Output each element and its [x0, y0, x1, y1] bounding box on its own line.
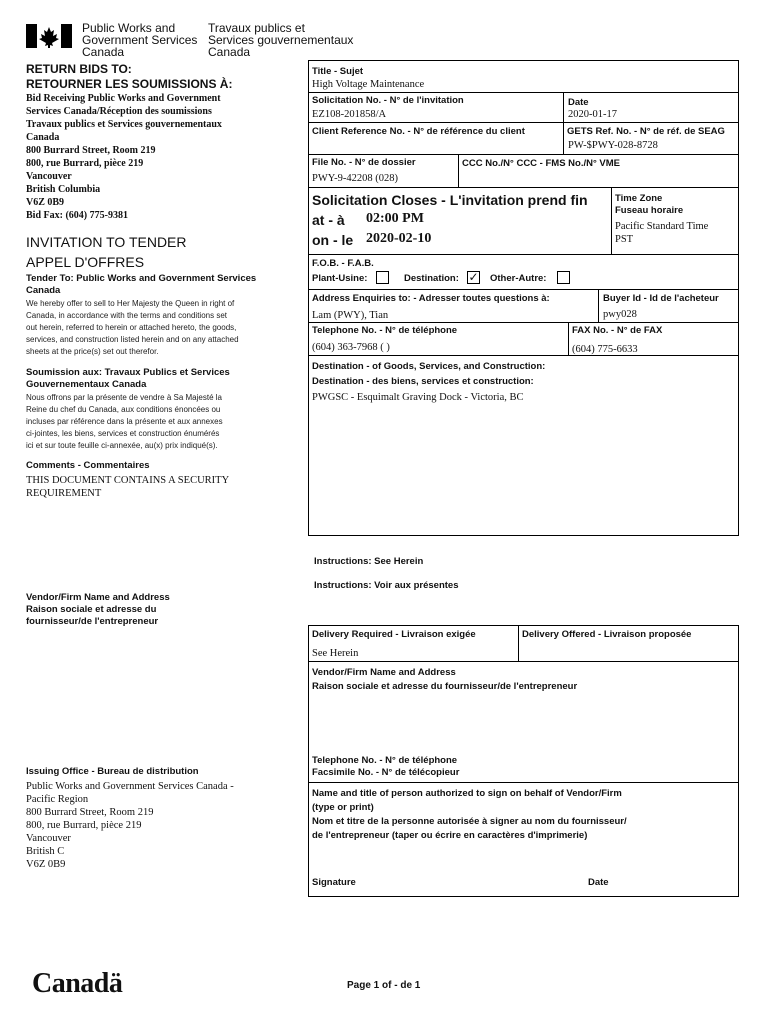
- checkmark-icon: ✓: [468, 270, 479, 284]
- dept-name-fr-line: Canada: [208, 45, 251, 59]
- soumission-text-line: Nous offrons par la présente de vendre à Sa Majesté la: [26, 393, 222, 402]
- destination-goods-line: Destination - of Goods, Services, and Construction:: [312, 361, 546, 372]
- authorized-line: Nom et titre de la personne autorisée à signer au nom du fournisseur/: [312, 816, 627, 827]
- issuing-line: Pacific Region: [26, 794, 89, 805]
- destination-goods-label: [312, 359, 545, 389]
- closes-title: Solicitation Closes - L'invitation prend fin: [312, 192, 588, 208]
- dept-name-en-line: Public Works and: [82, 21, 176, 35]
- destination-goods-value: PWGSC - Esquimalt Graving Dock - Victoria, BC: [312, 392, 524, 403]
- soumission-line: Gouvernementaux Canada: [26, 379, 147, 390]
- issuing-office-address: [26, 780, 234, 871]
- authorized-person-label: [312, 787, 627, 843]
- vendor-name-line: Raison sociale et adresse du fournisseur/de l'entrepreneur: [312, 681, 578, 692]
- dept-name-fr-line: Travaux publics et: [208, 21, 305, 35]
- return-bids-line: RETURN BIDS TO:: [26, 62, 132, 76]
- time-zone-label: [615, 193, 683, 217]
- dept-name-en-line: Government Services: [82, 33, 198, 47]
- tender-to-line: Canada: [26, 285, 61, 296]
- address-line: Vancouver: [26, 171, 72, 182]
- solicitation-label: Solicitation No. - N° de l'invitation: [312, 95, 464, 106]
- other-autre-label: Other-Autre:: [490, 273, 547, 284]
- tender-to-heading: [26, 273, 256, 297]
- title-label: Title - Sujet: [312, 66, 364, 77]
- delivery-required-value: See Herein: [312, 648, 359, 659]
- issuing-office-label: Issuing Office - Bureau de distribution: [26, 766, 199, 777]
- signature-label: Signature: [312, 877, 356, 888]
- soumission-text-line: Reine du chef du Canada, aux conditions énoncées ou: [26, 405, 221, 414]
- destination-goods-line: Destination - des biens, services et construction:: [312, 376, 534, 387]
- address-line: Travaux publics et Services gouvernementaux: [26, 119, 222, 130]
- address-line: 800, rue Burrard, pièce 219: [26, 158, 144, 169]
- address-line: Canada: [26, 132, 60, 143]
- tender-text-line: Canada, in accordance with the terms and conditions set: [26, 311, 228, 320]
- buyer-id-label: Buyer Id - Id de l'acheteur: [603, 293, 719, 304]
- destination-checkbox[interactable]: [467, 271, 480, 284]
- return-bids-title: [26, 62, 232, 92]
- destination-label: Destination:: [404, 273, 459, 284]
- date-value: 2020-01-17: [568, 109, 617, 120]
- time-zone-label-line: Time Zone: [615, 193, 663, 204]
- time-zone-value-line: PST: [615, 234, 634, 245]
- dept-name-en-line: Canada: [82, 45, 125, 59]
- solicitation-value: EZ108-201858/A: [312, 109, 387, 120]
- soumission-text: [26, 392, 223, 452]
- address-enquiries-value: Lam (PWY), Tian: [312, 310, 389, 321]
- authorized-line: (type or print): [312, 802, 374, 813]
- title-value: High Voltage Maintenance: [312, 79, 425, 90]
- vendor-label-left: [26, 592, 170, 628]
- telephone-label: Telephone No. - N° de téléphone: [312, 325, 458, 336]
- soumission-text-line: ci-jointes, les biens, services et construction énumérés: [26, 429, 220, 438]
- bid-fax-line: Bid Fax: (604) 775-9381: [26, 210, 128, 221]
- tel-fax-line: Facsimile No. - N° de télécopieur: [312, 767, 460, 778]
- canada-wordmark: Canadä: [32, 968, 123, 999]
- address-enquiries-label: Address Enquiries to: - Adresser toutes questions à:: [312, 293, 550, 304]
- vendor-label-line: fournisseur/de l'entrepreneur: [26, 616, 159, 627]
- issuing-line: Public Works and Government Services Canada -: [26, 781, 234, 792]
- page-number: Page 1 of - de 1: [347, 980, 421, 991]
- instructions-en: Instructions: See Herein: [314, 556, 424, 567]
- fax-value: (604) 775-6633: [572, 344, 638, 355]
- soumission-text-line: incluses par référence dans la présente et aux annexes: [26, 417, 223, 426]
- invitation-title-line: APPEL D'OFFRES: [26, 254, 145, 270]
- return-bids-line: RETOURNER LES SOUMISSIONS À:: [26, 77, 233, 91]
- tender-text-line: We hereby offer to sell to Her Majesty the Queen in right of: [26, 299, 235, 308]
- closes-on-value: 2020-02-10: [366, 231, 432, 246]
- canada-flag-icon: [26, 24, 72, 48]
- issuing-line: British C: [26, 846, 65, 857]
- closes-at-label: at - à: [312, 212, 345, 228]
- fob-label: F.O.B. - F.A.B.: [312, 258, 374, 269]
- authorized-line: Name and title of person authorized to sign on behalf of Vendor/Firm: [312, 788, 622, 799]
- tender-text: [26, 298, 239, 358]
- vendor-label-line: Raison sociale et adresse du: [26, 604, 157, 615]
- address-line: Bid Receiving Public Works and Government: [26, 93, 221, 104]
- delivery-required-label: Delivery Required - Livraison exigée: [312, 629, 476, 640]
- tender-text-line: out herein, referred to herein or attached hereto, the goods,: [26, 323, 237, 332]
- comments-line: THIS DOCUMENT CONTAINS A SECURITY: [26, 475, 230, 486]
- client-ref-label: Client Reference No. - N° de référence du client: [312, 126, 525, 137]
- plant-usine-label: Plant-Usine:: [312, 273, 368, 284]
- vendor-name-line: Vendor/Firm Name and Address: [312, 667, 456, 678]
- government-header: [26, 22, 366, 62]
- fax-label: FAX No. - N° de FAX: [572, 325, 663, 336]
- authorized-line: de l'entrepreneur (taper ou écrire en caractères d'imprimerie): [312, 830, 588, 841]
- vendor-name-label: [312, 666, 577, 694]
- delivery-offered-label: Delivery Offered - Livraison proposée: [522, 629, 692, 640]
- address-line: Services Canada/Réception des soumissions: [26, 106, 212, 117]
- file-no-label: File No. - N° de dossier: [312, 157, 416, 168]
- dept-name-fr-line: Services gouvernementaux: [208, 33, 354, 47]
- file-no-value: PWY-9-42208 (028): [312, 173, 399, 184]
- comments-line: REQUIREMENT: [26, 488, 102, 499]
- ccc-label: CCC No./N° CCC - FMS No./N° VME: [462, 158, 621, 169]
- vendor-name-field[interactable]: [310, 696, 737, 752]
- soumission-line: Soumission aux: Travaux Publics et Services: [26, 367, 230, 378]
- issuing-line: 800, rue Burrard, pièce 219: [26, 820, 142, 831]
- issuing-line: V6Z 0B9: [26, 859, 66, 870]
- address-line: 800 Burrard Street, Room 219: [26, 145, 156, 156]
- instructions-fr: Instructions: Voir aux présentes: [314, 580, 459, 591]
- issuing-line: 800 Burrard Street, Room 219: [26, 807, 154, 818]
- signature-date-label: Date: [588, 877, 609, 888]
- other-autre-checkbox[interactable]: [557, 271, 570, 284]
- address-line: British Columbia: [26, 184, 101, 195]
- plant-usine-checkbox[interactable]: [376, 271, 389, 284]
- time-zone-value-line: Pacific Standard Time: [615, 221, 709, 232]
- comments-value: [26, 474, 229, 500]
- time-zone-value: [615, 220, 708, 246]
- vendor-label-line: Vendor/Firm Name and Address: [26, 592, 170, 603]
- buyer-id-value: pwy028: [603, 309, 637, 320]
- tender-to-line: Tender To: Public Works and Government Services: [26, 273, 257, 284]
- tel-fax-label: [312, 755, 459, 779]
- gets-ref-value: PW-$PWY-028-8728: [568, 140, 658, 151]
- tender-text-line: services, and construction listed herein and on any attached: [26, 335, 239, 344]
- return-address: [26, 92, 222, 222]
- soumission-text-line: ici et sur toute feuille ci-annexée, au(x) prix indiqué(s).: [26, 441, 218, 450]
- tel-fax-line: Telephone No. - N° de téléphone: [312, 755, 458, 766]
- time-zone-label-line: Fuseau horaire: [615, 205, 684, 216]
- closes-on-label: on - le: [312, 232, 354, 248]
- invitation-title: [26, 232, 187, 272]
- comments-label: Comments - Commentaires: [26, 460, 150, 471]
- telephone-value: (604) 363-7968 ( ): [312, 342, 390, 353]
- issuing-line: Vancouver: [26, 833, 71, 844]
- tender-text-line: sheets at the price(s) set out therefor.: [26, 347, 159, 356]
- address-line: V6Z 0B9: [26, 197, 65, 208]
- soumission-heading: [26, 367, 230, 391]
- invitation-title-line: INVITATION TO TENDER: [26, 234, 187, 250]
- closes-at-value: 02:00 PM: [366, 211, 424, 226]
- date-label: Date: [568, 97, 589, 108]
- gets-ref-label: GETS Ref. No. - N° de réf. de SEAG: [567, 126, 725, 137]
